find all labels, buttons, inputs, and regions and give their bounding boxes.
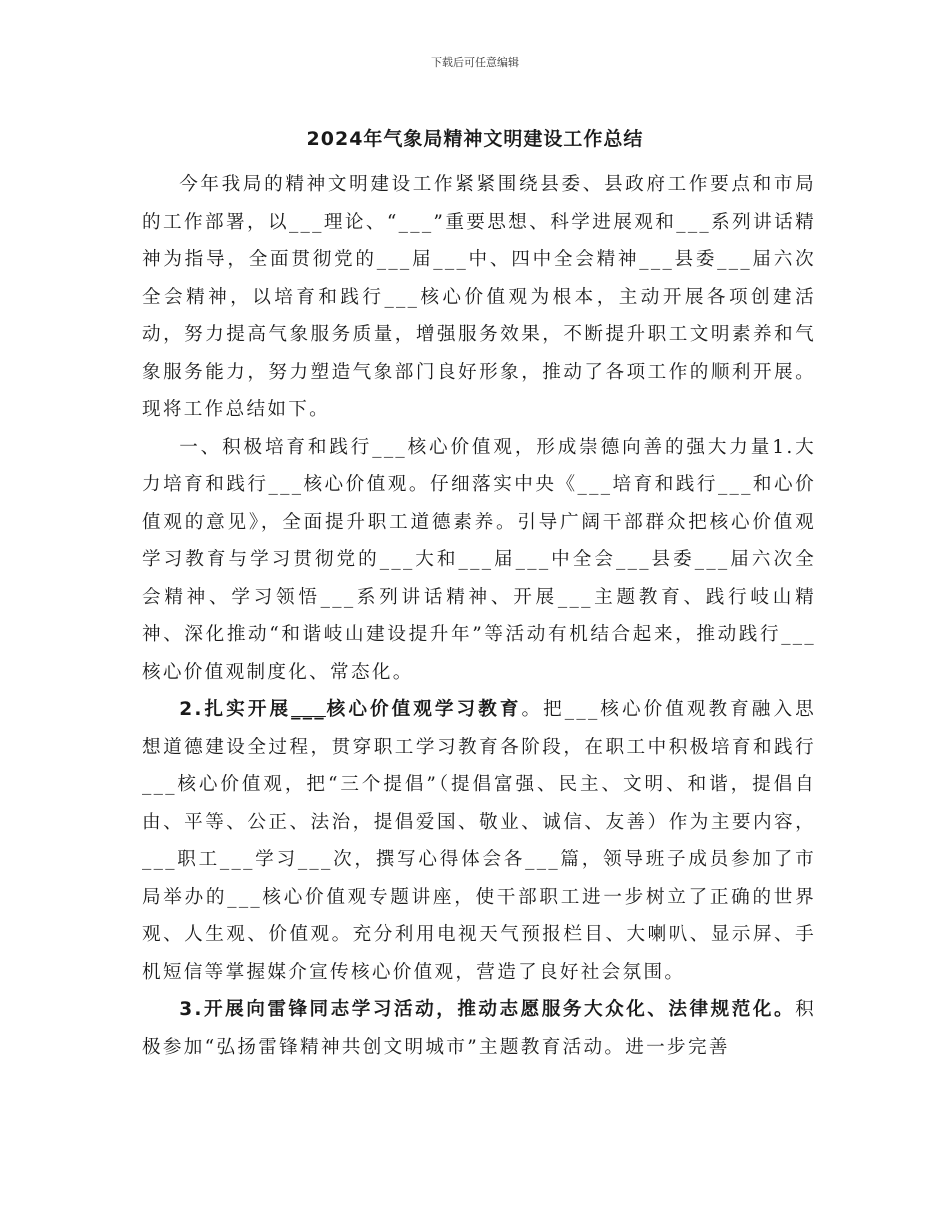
item-2-body: 。把___核心价值观教育融入思想道德建设全过程，贯穿职工学习教育各阶段，在职工中积极培育和践行___核心价值观，把“三个提倡”（提倡富强、民主、文明、和谐，提倡自由、平等、公正、法治，提倡爱国、敬业、诚信、友善）作为主要内容，___职工___学习___次，撰写心得体会各___篇，领导班子成员参加了市局举办的___核心价值观专题讲座，使干部职工进一步树立了正确的世界观、人生观、价值观。充分利用电视天气预报栏目、大喇叭、显示屏、手机短信等掌握媒介宣传核心价值观，营造了良好社会氛围。 [142, 699, 816, 983]
document-title: 2024年气象局精神文明建设工作总结 [306, 128, 644, 150]
item-3-body: 积极参加“弘扬雷锋精神共创文明城市”主题教育活动。进一步完善 [142, 999, 816, 1058]
paragraph-item-3 [142, 991, 816, 1066]
item-3-heading: 3.开展向雷锋同志学习活动，推动志愿服务大众化、法律规范化。 [179, 999, 796, 1020]
paragraph-item-2 [142, 691, 816, 991]
paragraph-section-1: 一、积极培育和践行___核心价值观，形成崇德向善的强大力量1.大力培育和践行___核心价值观。仔细落实中央《___培育和践行___和心价值观的意见》，全面提升职工道德素养。引导广阔干部群众把核心价值观学习教育与学习贯彻党的___大和___届___中全会___县委___届六次全会精神、学习领悟___系列讲话精神、开展___主题教育、践行岐山精神、深化推动“和谐岐山建设提升年”等活动有机结合起来，推动践行___核心价值观制度化、常态化。 [142, 436, 816, 683]
item-2-heading-part-a: 2.扎实开展 [179, 699, 292, 720]
page-header-note: 下载后可任意编辑 [431, 56, 519, 69]
item-2-heading-blank: ___ [291, 699, 326, 720]
document-body [142, 166, 816, 1066]
item-2-heading-part-b: 核心价值观学习教育 [325, 699, 522, 720]
paragraph-intro: 今年我局的精神文明建设工作紧紧围绕县委、县政府工作要点和市局的工作部署，以___理论、“___”重要思想、科学进展观和___系列讲话精神为指导，全面贯彻党的___届___中、四中全会精神___县委___届六次全会精神，以培育和践行___核心价值观为根本，主动开展各项创建活动，努力提高气象服务质量，增强服务效果，不断提升职工文明素养和气象服务能力，努力塑造气象部门良好形象，推动了各项工作的顺利开展。现将工作总结如下。 [142, 174, 816, 420]
